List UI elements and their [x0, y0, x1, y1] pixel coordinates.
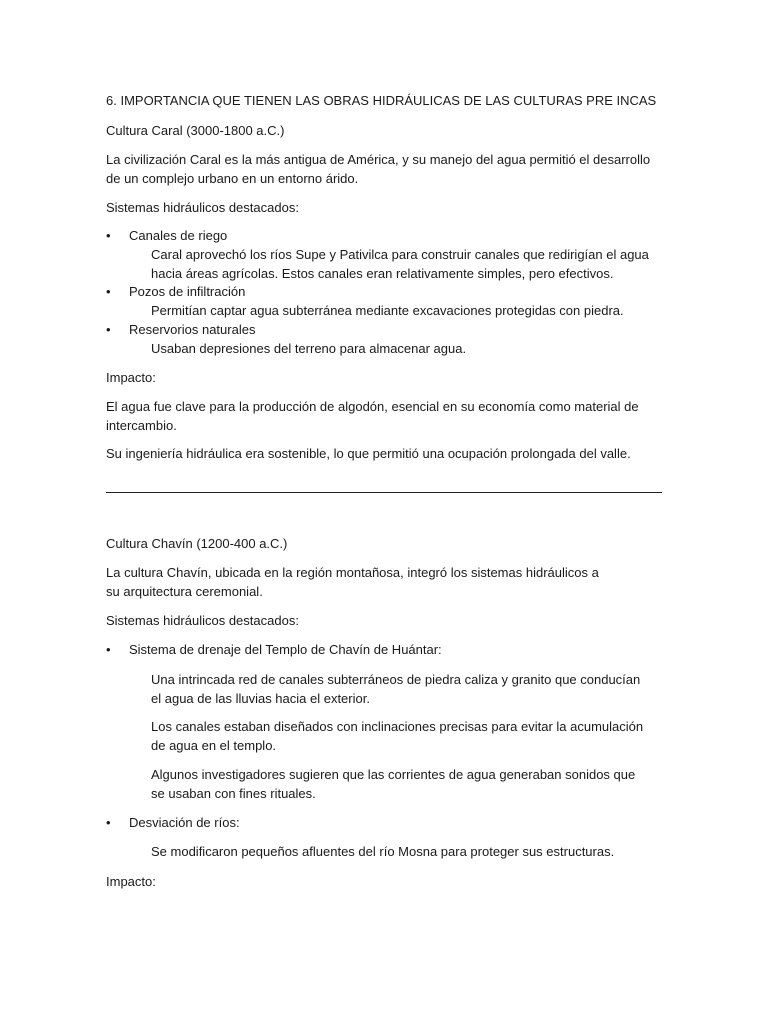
caral-item-desc: Caral aprovechó los ríos Supe y Pativilca para construir canales que redirigían el agua hacia áreas agrícolas. Estos canales eran relativamente simples, pero efectivos.	[151, 247, 649, 281]
caral-item-desc: Permitían captar agua subterránea mediante excavaciones protegidas con piedra.	[151, 303, 624, 318]
bullet-icon: •	[106, 642, 111, 657]
bullet-icon: •	[106, 228, 111, 243]
caral-item-title: Reservorios naturales	[129, 322, 256, 337]
section-heading: 6. IMPORTANCIA QUE TIENEN LAS OBRAS HIDRÁULICAS DE LAS CULTURAS PRE INCAS	[106, 93, 657, 108]
caral-item-desc: Usaban depresiones del terreno para almacenar agua.	[151, 341, 467, 356]
chavin-item-desviacion	[106, 813, 666, 832]
caral-item-title: Canales de riego	[129, 228, 228, 243]
chavin-intro: La cultura Chavín, ubicada en la región montañosa, integró los sistemas hidráulicos a su arquitectura ceremonial.	[106, 565, 599, 599]
section-divider	[106, 492, 662, 493]
caral-item-canales	[106, 226, 666, 245]
caral-impact-1: El agua fue clave para la producción de algodón, esencial en su economía como material de intercambio.	[106, 399, 639, 433]
chavin-drenaje-para: Los canales estaban diseñados con inclinaciones precisas para evitar la acumulación de agua en el templo.	[151, 719, 644, 753]
caral-impact-label: Impacto:	[106, 370, 156, 385]
caral-impact-2: Su ingeniería hidráulica era sostenible, lo que permitió una ocupación prolongada del valle.	[106, 446, 631, 461]
chavin-drenaje-para: Algunos investigadores sugieren que las corrientes de agua generaban sonidos que se usaban con fines rituales.	[151, 767, 636, 801]
caral-systems-label: Sistemas hidráulicos destacados:	[106, 200, 299, 215]
chavin-impact-label: Impacto:	[106, 874, 156, 889]
caral-item-reservorios	[106, 320, 666, 339]
chavin-drenaje-para: Una intrincada red de canales subterráneos de piedra caliza y granito que conducían el agua de las lluvias hacia el exterior.	[151, 672, 641, 706]
bullet-icon: •	[106, 284, 111, 299]
caral-intro: La civilización Caral es la más antigua de América, y su manejo del agua permitió el desarrollo de un complejo urbano en un entorno árido.	[106, 152, 651, 186]
bullet-icon: •	[106, 815, 111, 830]
chavin-desviacion-desc: Se modificaron pequeños afluentes del río Mosna para proteger sus estructuras.	[151, 844, 615, 859]
chavin-item-title: Sistema de drenaje del Templo de Chavín de Huántar:	[129, 642, 442, 657]
chavin-item-drenaje	[106, 640, 666, 659]
chavin-title: Cultura Chavín (1200-400 a.C.)	[106, 536, 288, 551]
caral-item-title: Pozos de infiltración	[129, 284, 246, 299]
chavin-item-title: Desviación de ríos:	[129, 815, 240, 830]
caral-item-pozos	[106, 282, 666, 301]
caral-title: Cultura Caral (3000-1800 a.C.)	[106, 123, 285, 138]
chavin-systems-label: Sistemas hidráulicos destacados:	[106, 613, 299, 628]
bullet-icon: •	[106, 322, 111, 337]
